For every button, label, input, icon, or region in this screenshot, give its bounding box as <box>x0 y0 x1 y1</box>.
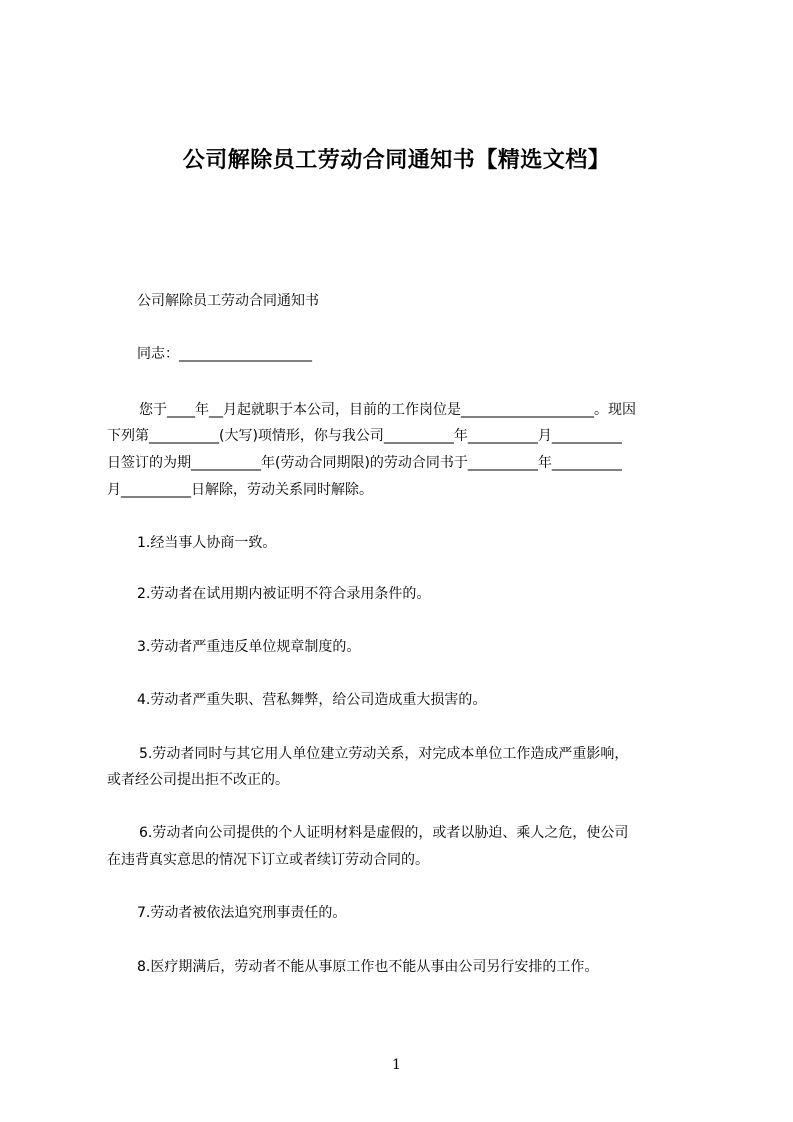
body-line: 下列第__________(大写)项情形，你与我公司__________年__________月__________ <box>107 428 622 444</box>
list-item: 5.劳动者同时与其它用人单位建立劳动关系，对完成本单位工作造成严重影响， <box>139 746 629 762</box>
list-item: 6.劳动者向公司提供的个人证明材料是虚假的，或者以胁迫、乘人之危，使公司 <box>139 825 629 841</box>
notice-heading: 公司解除员工劳动合同通知书 <box>137 293 319 309</box>
page-number: 1 <box>392 1057 401 1073</box>
list-item: 4.劳动者严重失职、营私舞弊，给公司造成重大损害的。 <box>137 692 487 708</box>
list-item: 8.医疗期满后，劳动者不能从事原工作也不能从事由公司另行安排的工作。 <box>137 959 599 975</box>
document-title: 公司解除员工劳动合同通知书【精选文档】 <box>182 148 611 173</box>
body-line: 日签订的为期__________年(劳动合同期限)的劳动合同书于__________年__________ <box>107 455 622 471</box>
list-item: 7.劳动者被依法追究刑事责任的。 <box>137 905 347 921</box>
list-item-continuation: 在违背真实意思的情况下订立或者续订劳动合同的。 <box>107 852 429 868</box>
list-item-continuation: 或者经公司提出拒不改正的。 <box>107 772 289 788</box>
body-line: 您于____年__月起就职于本公司，目前的工作岗位是___________________。现因 <box>139 402 636 418</box>
list-item: 3.劳动者严重违反单位规章制度的。 <box>137 639 361 655</box>
salutation-line: 同志：___________________ <box>137 346 312 362</box>
list-item: 2.劳动者在试用期内被证明不符合录用条件的。 <box>137 586 431 602</box>
list-item: 1.经当事人协商一致。 <box>137 535 277 551</box>
body-line: 月__________日解除，劳动关系同时解除。 <box>107 482 373 498</box>
